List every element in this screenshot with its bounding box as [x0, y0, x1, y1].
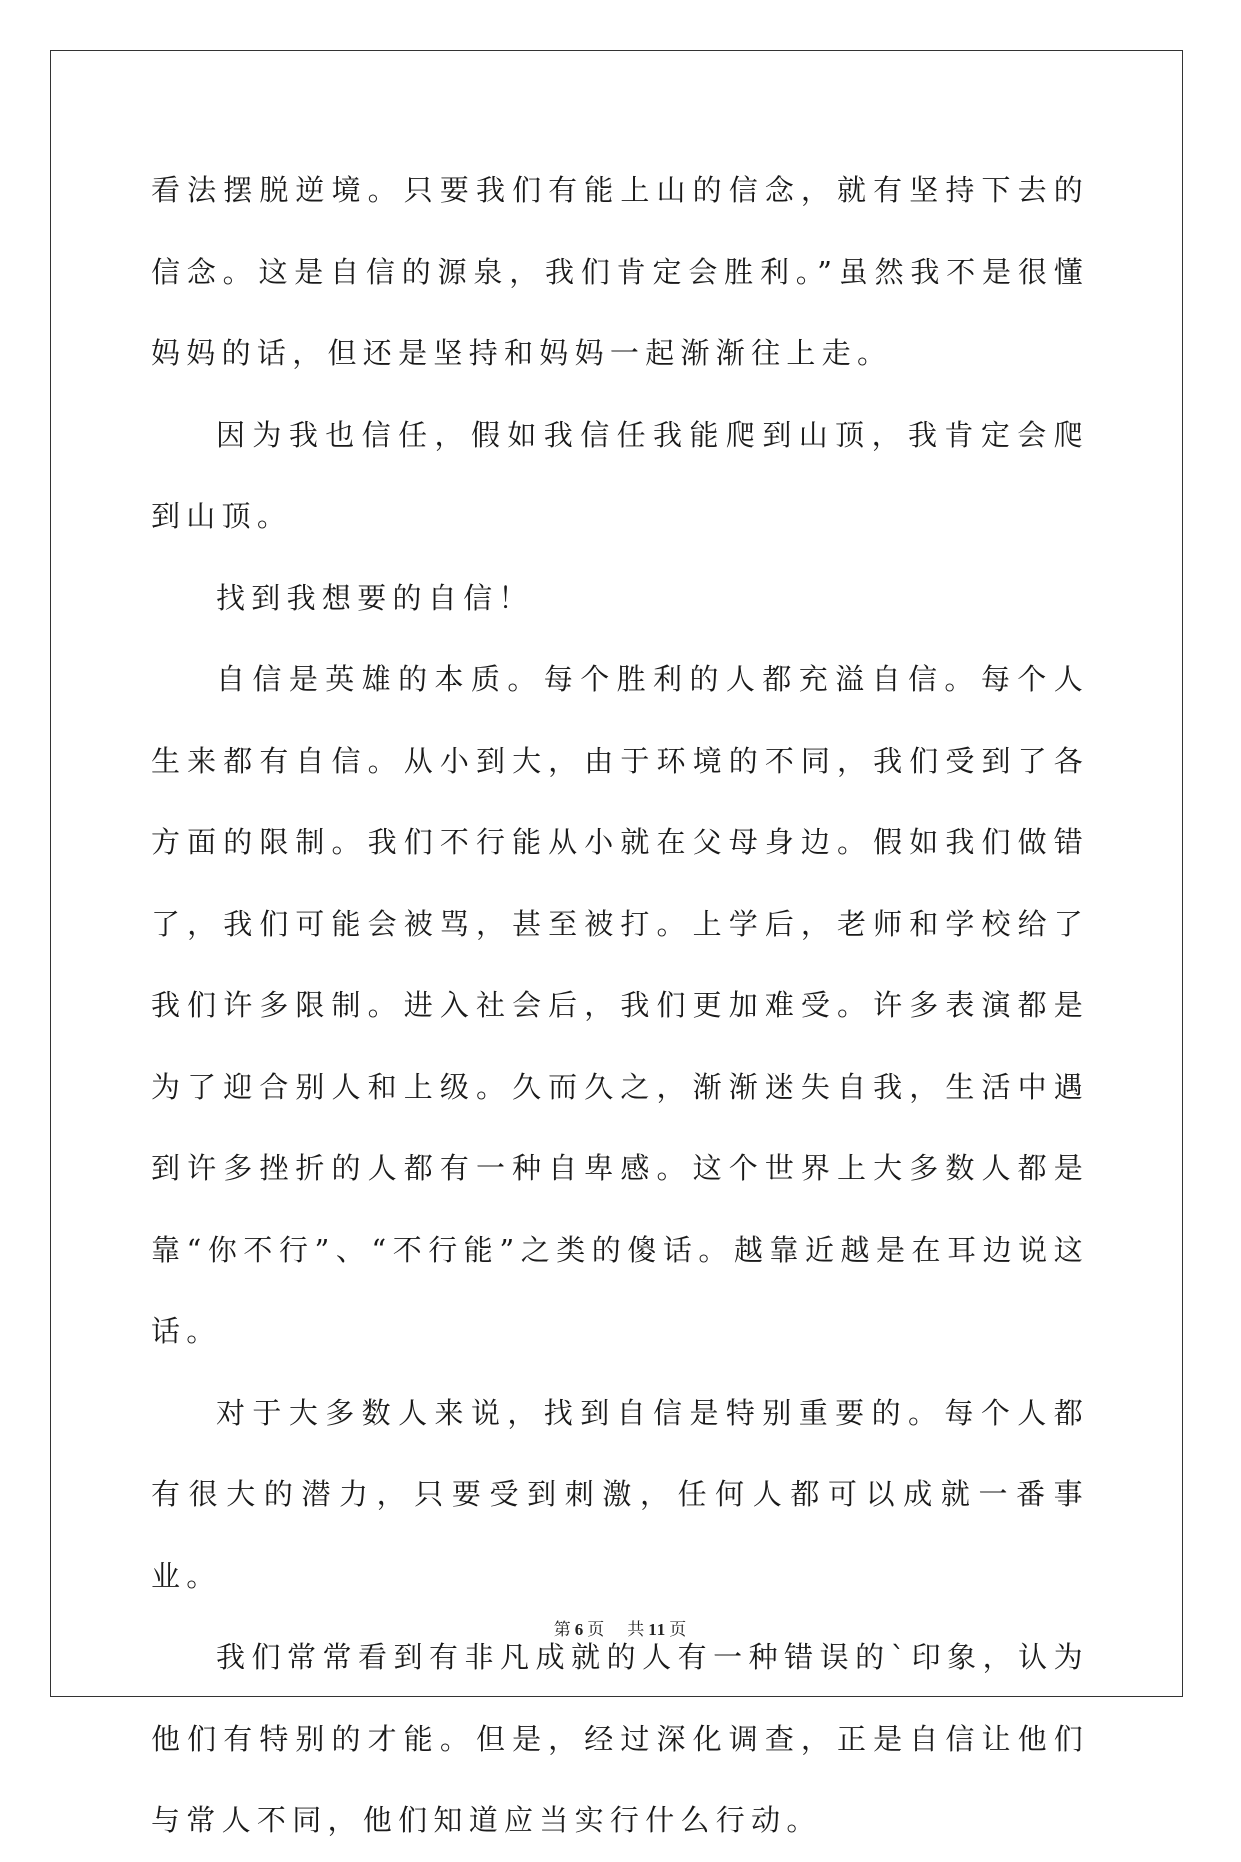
paragraph-4: 自信是英雄的本质。每个胜利的人都充溢自信。每个人生来都有自信。从小到大，由于环境的不同，我们受到了各方面的限制。我们不行能从小就在父母身边。假如我们做错了，我们可能会被骂，甚至被打。上学后，老师和学校给了我们许多限制。进入社会后，我们更加难受。许多表演都是为了迎合别人和上级。久而久之，渐渐迷失自我，生活中遇到许多挫折的人都有一种自卑感。这个世界上大多数人都是靠“你不行”、“不行能”之类的傻话。越靠近越是在耳边说这话。: [151, 662, 1089, 1348]
footer-total-suffix: 页: [669, 1620, 688, 1640]
paragraph-6: 我们常常看到有非凡成就的人有一种错误的`印象，认为他们有特别的才能。但是，经过深化调查，正是自信让他们与常人不同，他们知道应当实行什么行动。: [151, 1640, 1089, 1837]
paragraph-3: 找到我想要的自信！: [216, 580, 534, 615]
paragraph-2: 因为我也信任，假如我信任我能爬到山顶，我肯定会爬到山顶。: [151, 417, 1089, 533]
footer-prefix: 第: [553, 1620, 572, 1640]
document-body: [151, 150, 1089, 1862]
total-pages-number: 11: [648, 1620, 667, 1639]
footer-total-prefix: 共: [627, 1620, 646, 1640]
current-page-number: 6: [574, 1620, 585, 1639]
paragraph-1: 看法摆脱逆境。只要我们有能上山的信念，就有坚持下去的信念。这是自信的源泉，我们肯定会胜利。”虽然我不是很懂妈妈的话，但还是坚持和妈妈一起渐渐往上走。: [151, 173, 1089, 370]
page-footer: [0, 1615, 1241, 1640]
footer-page-word: 页: [587, 1620, 606, 1640]
paragraph-5: 对于大多数人来说，找到自信是特别重要的。每个人都有很大的潜力，只要受到刺激，任何人都可以成就一番事业。: [151, 1395, 1089, 1593]
